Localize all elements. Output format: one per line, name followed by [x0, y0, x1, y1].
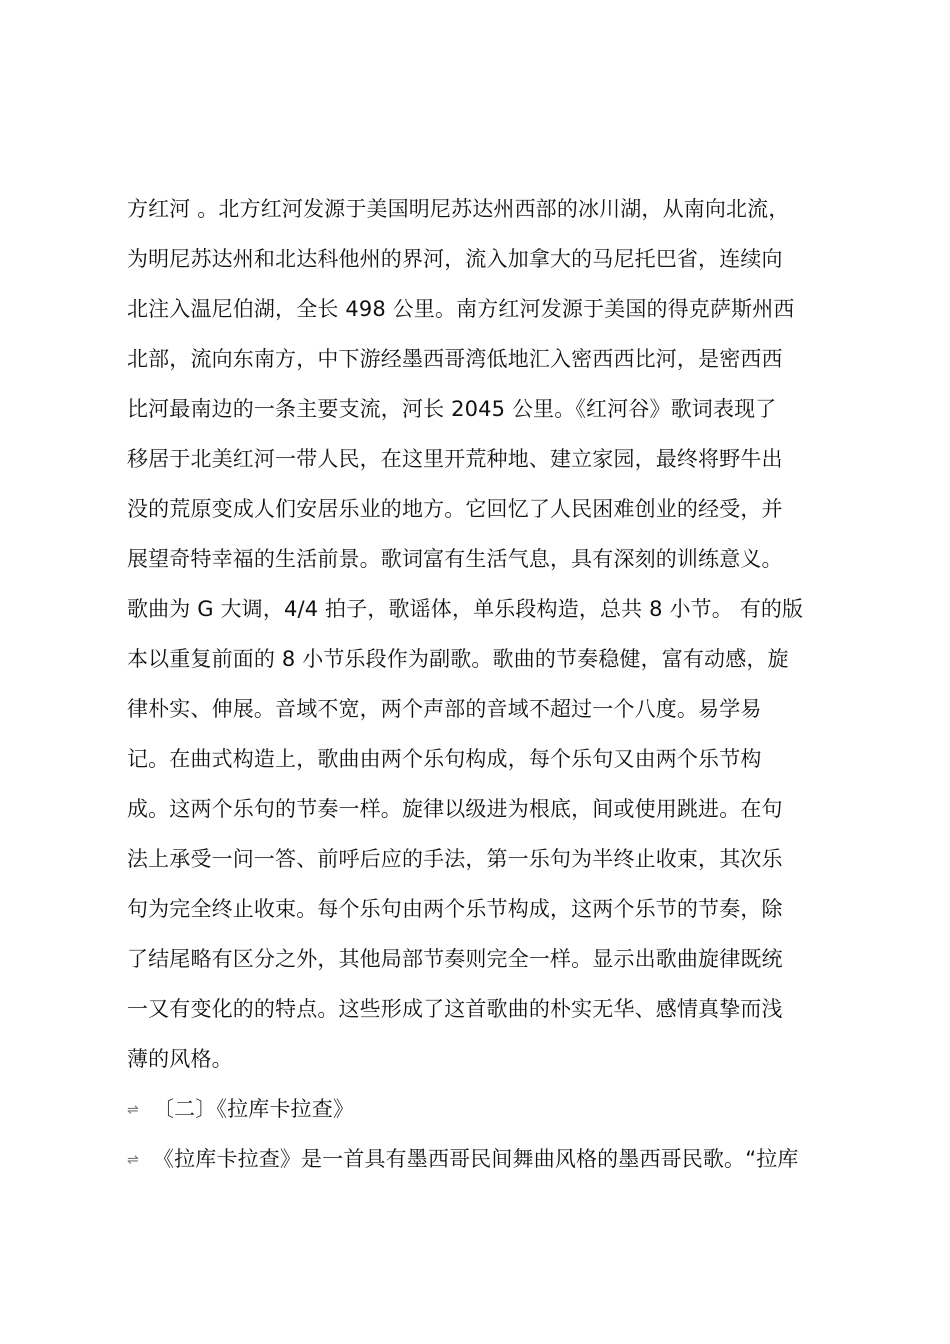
text-line: 了结尾略有区分之外，其他局部节奏则完全一样。显示出歌曲旋律既统 — [127, 947, 783, 971]
text-line — [127, 1134, 837, 1184]
body-text — [127, 184, 837, 1184]
text-line: 一又有变化的的特点。这些形成了这首歌曲的朴实无华、感情真挚而浅 — [127, 997, 783, 1021]
text-line: 薄的风格。 — [127, 1047, 233, 1071]
text-line: 方红河 。北方红河发源于美国明尼苏达州西部的冰川湖，从南向北流， — [127, 197, 790, 221]
text-line: 成。这两个乐句的节奏一样。旋律以级进为根底，间或使用跳进。在句 — [127, 797, 783, 821]
text-line: 没的荒原变成人们安居乐业的地方。它回忆了人民困难创业的经受，并 — [127, 497, 783, 521]
text-line: 比河最南边的一条主要支流，河长 2045 公里。《红河谷》歌词表现了 — [127, 397, 777, 421]
text-line: 律朴实、伸展。音域不宽，两个声部的音域不超过一个八度。易学易 — [127, 697, 762, 721]
text-line: 北注入温尼伯湖，全长 498 公里。南方红河发源于美国的得克萨斯州西 — [127, 297, 795, 321]
text-line: 为明尼苏达州和北达科他州的界河，流入加拿大的马尼托巴省，连续向 — [127, 247, 783, 271]
section-heading-text: 〔二〕《拉库卡拉查》 — [153, 1097, 354, 1121]
paragraph-marker-icon: ⇌ — [127, 1102, 139, 1118]
section-heading — [127, 1084, 837, 1134]
text-line: 句为完全终止收束。每个乐句由两个乐节构成，这两个乐节的节奏，除 — [127, 897, 783, 921]
text-line: 法上承受一问一答、前呼后应的手法，第一乐句为半终止收束，其次乐 — [127, 847, 783, 871]
text-line: 展望奇特幸福的生活前景。歌词富有生活气息，具有深刻的训练意义。 — [127, 547, 783, 571]
text-line: 移居于北美红河一带人民，在这里开荒种地、建立家园，最终将野牛出 — [127, 447, 783, 471]
text-line: 歌曲为 G 大调，4/4 拍子，歌谣体，单乐段构造，总共 8 小节。 有的版 — [127, 597, 804, 621]
paragraph-marker-icon: ⇌ — [127, 1152, 139, 1168]
text-line: 北部，流向东南方，中下游经墨西哥湾低地汇入密西西比河，是密西西 — [127, 347, 783, 371]
text-line: 记。在曲式构造上，歌曲由两个乐句构成，每个乐句又由两个乐节构 — [127, 747, 762, 771]
text-line-content: 《拉库卡拉查》是一首具有墨西哥民间舞曲风格的墨西哥民歌。“拉库 — [153, 1147, 799, 1171]
text-line: 本以重复前面的 8 小节乐段作为副歌。歌曲的节奏稳健，富有动感，旋 — [127, 647, 789, 671]
